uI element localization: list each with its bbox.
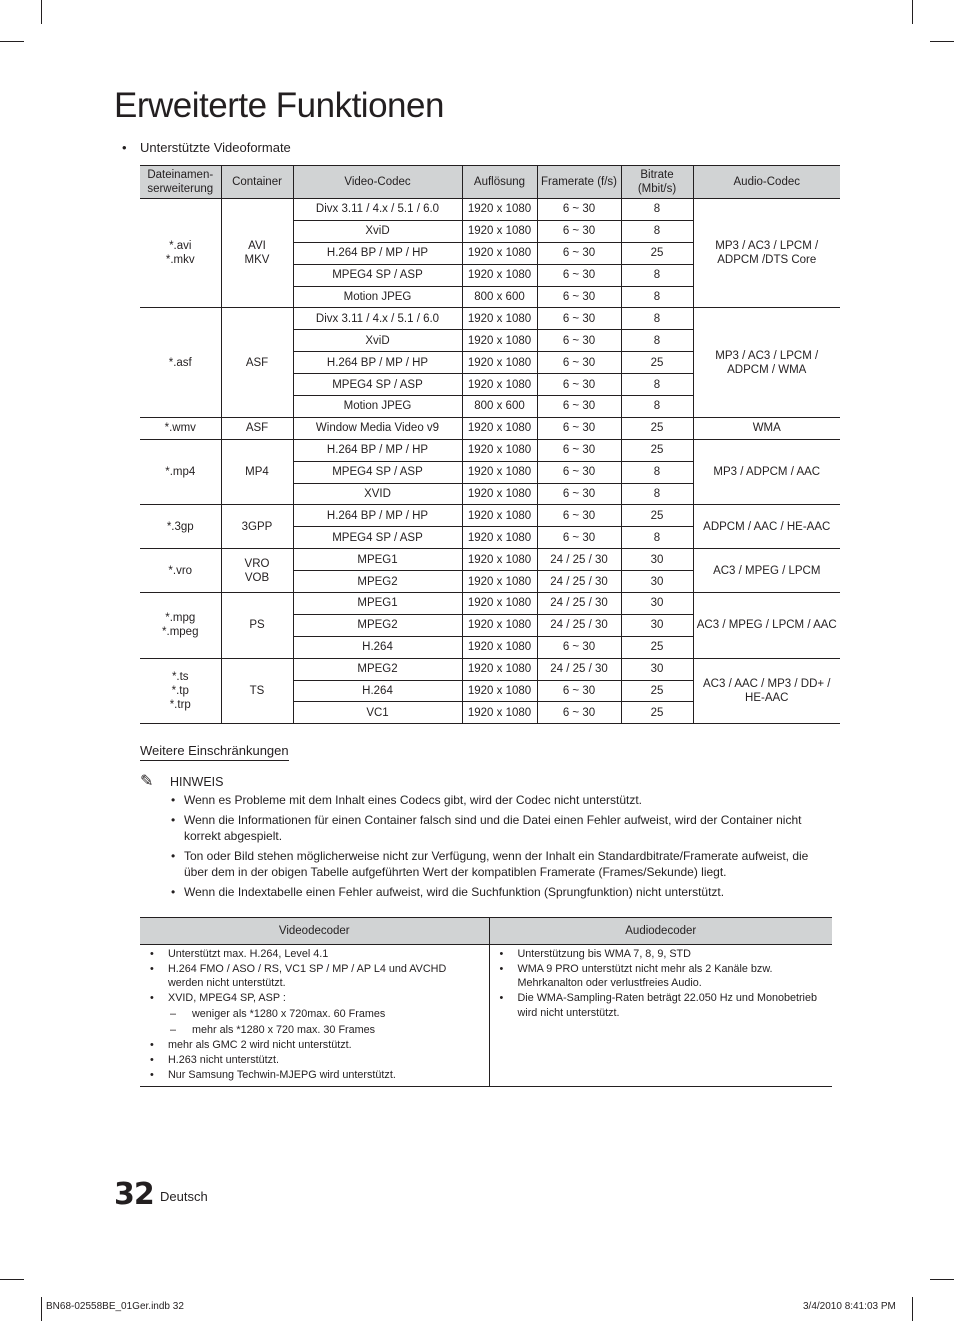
- video-codec-cell: H.264 BP / MP / HP: [293, 505, 462, 527]
- video-codec-cell: Motion JPEG: [293, 286, 462, 308]
- decoder-text: Nur Samsung Techwin-MJEPG wird unterstützt.: [168, 1068, 396, 1081]
- note-text: Wenn die Indextabelle einen Fehler aufweist, wird die Suchfunktion (Sprungfunktion) nicht unterstützt.: [184, 885, 725, 899]
- list-item: [140, 848, 830, 880]
- video-codec-cell: MPEG2: [293, 571, 462, 593]
- resolution-cell: 1920 x 1080: [462, 571, 537, 593]
- resolution-cell: 1920 x 1080: [462, 593, 537, 615]
- bitrate-cell: 25: [621, 636, 693, 658]
- note-text: Ton oder Bild stehen möglicherweise nicht zur Verfügung, wenn der Inhalt ein Standardbitrate/Framerate aufweist, die über dem in der obigen Tabelle aufgeführten Wert der kompatiblen Framerate (Frames/Sekunde) liegt.: [184, 849, 809, 879]
- resolution-cell: 1920 x 1080: [462, 220, 537, 242]
- resolution-cell: 1920 x 1080: [462, 636, 537, 658]
- audio-decoder-cell: [489, 945, 832, 1087]
- framerate-cell: 24 / 25 / 30: [537, 549, 621, 571]
- note-title-text: HINWEIS: [170, 775, 224, 789]
- audio-codec-cell: AC3 / AAC / MP3 / DD+ / HE-AAC: [693, 658, 840, 724]
- resolution-cell: 1920 x 1080: [462, 439, 537, 461]
- list-item: [498, 962, 829, 991]
- bullet: •: [171, 849, 176, 863]
- resolution-cell: 1920 x 1080: [462, 352, 537, 374]
- video-codec-cell: H.264: [293, 636, 462, 658]
- decoder-text: mehr als *1280 x 720 max. 30 Frames: [192, 1023, 376, 1036]
- pencil-icon: ✎: [140, 773, 154, 790]
- bitrate-cell: 8: [621, 199, 693, 221]
- bitrate-cell: 8: [621, 396, 693, 418]
- crop-mark: [930, 41, 954, 42]
- bitrate-cell: 30: [621, 593, 693, 615]
- list-item: [498, 991, 829, 1020]
- extension-cell: *.asf: [140, 308, 221, 417]
- video-decoder-list: [148, 947, 485, 1082]
- bullet: •: [150, 1068, 154, 1081]
- video-codec-cell: MPEG1: [293, 593, 462, 615]
- table-body: [140, 199, 840, 724]
- note-block: [140, 772, 830, 904]
- list-item: [148, 1053, 485, 1068]
- bitrate-cell: 25: [621, 352, 693, 374]
- video-codec-cell: MPEG4 SP / ASP: [293, 461, 462, 483]
- decoder-text: Die WMA-Sampling-Raten beträgt 22.050 Hz und Monobetrieb wird nicht unterstützt.: [517, 992, 817, 1019]
- decoder-text: Unterstützung bis WMA 7, 8, 9, STD: [517, 948, 691, 960]
- video-codec-cell: H.264 BP / MP / HP: [293, 439, 462, 461]
- video-codec-cell: H.264: [293, 680, 462, 702]
- resolution-cell: 1920 x 1080: [462, 461, 537, 483]
- table-header-row: [140, 166, 840, 199]
- audio-codec-header: Audio-Codec: [693, 166, 840, 199]
- framerate-cell: 6 ~ 30: [537, 439, 621, 461]
- container-cell: 3GPP: [221, 505, 293, 549]
- bitrate-cell: 30: [621, 658, 693, 680]
- audio-codec-cell: MP3 / ADPCM / AAC: [693, 439, 840, 505]
- video-decoder-cell: [140, 945, 489, 1087]
- bullet: •: [171, 793, 176, 807]
- audio-codec-cell: AC3 / MPEG / LPCM / AAC: [693, 593, 840, 659]
- resolution-cell: 1920 x 1080: [462, 549, 537, 571]
- container-cell: VRO VOB: [221, 549, 293, 593]
- video-codec-header: Video-Codec: [293, 166, 462, 199]
- list-item: [148, 962, 485, 991]
- framerate-header: Framerate (f/s): [537, 166, 621, 199]
- crop-mark: [912, 0, 913, 24]
- resolution-cell: 1920 x 1080: [462, 680, 537, 702]
- framerate-cell: 24 / 25 / 30: [537, 614, 621, 636]
- extension-cell: *.vro: [140, 549, 221, 593]
- footer-file-info: BN68-02558BE_01Ger.indb 32: [46, 1301, 184, 1312]
- container-cell: MP4: [221, 439, 293, 505]
- resolution-cell: 1920 x 1080: [462, 417, 537, 439]
- resolution-cell: 800 x 600: [462, 286, 537, 308]
- table-row: [140, 439, 840, 461]
- audio-codec-cell: AC3 / MPEG / LPCM: [693, 549, 840, 593]
- resolution-cell: 1920 x 1080: [462, 614, 537, 636]
- video-codec-cell: MPEG2: [293, 614, 462, 636]
- extension-cell: *.wmv: [140, 417, 221, 439]
- list-item: [148, 1007, 485, 1022]
- note-list: [140, 792, 830, 900]
- bitrate-cell: 25: [621, 417, 693, 439]
- page-title: Erweiterte Funktionen: [114, 86, 444, 125]
- framerate-cell: 6 ~ 30: [537, 636, 621, 658]
- list-item: [140, 884, 830, 900]
- bullet: •: [122, 140, 127, 155]
- video-codec-cell: MPEG2: [293, 658, 462, 680]
- bullet: •: [171, 885, 176, 899]
- bitrate-cell: 8: [621, 220, 693, 242]
- resolution-cell: 1920 x 1080: [462, 658, 537, 680]
- bullet: •: [150, 948, 154, 960]
- extension-cell: *.avi *.mkv: [140, 199, 221, 308]
- list-item: [148, 991, 485, 1006]
- container-cell: PS: [221, 593, 293, 659]
- bullet: •: [150, 1053, 154, 1066]
- framerate-cell: 6 ~ 30: [537, 461, 621, 483]
- crop-mark: [0, 41, 24, 42]
- section-label: [122, 140, 291, 155]
- framerate-cell: 6 ~ 30: [537, 527, 621, 549]
- bitrate-cell: 25: [621, 505, 693, 527]
- list-item: [140, 812, 830, 844]
- bitrate-cell: 8: [621, 527, 693, 549]
- bitrate-header: Bitrate (Mbit/s): [621, 166, 693, 199]
- video-codec-cell: MPEG4 SP / ASP: [293, 527, 462, 549]
- decoder-text: mehr als GMC 2 wird nicht unterstützt.: [168, 1039, 352, 1052]
- video-codec-cell: XviD: [293, 220, 462, 242]
- crop-mark: [0, 1279, 24, 1280]
- resolution-cell: 1920 x 1080: [462, 702, 537, 724]
- video-codec-cell: MPEG4 SP / ASP: [293, 264, 462, 286]
- table-row: [140, 945, 832, 1087]
- video-codec-cell: XVID: [293, 483, 462, 505]
- bitrate-cell: 8: [621, 308, 693, 330]
- container-header: Container: [221, 166, 293, 199]
- container-cell: AVI MKV: [221, 199, 293, 308]
- note-text: Wenn die Informationen für einen Container falsch sind und die Datei einen Fehler aufweist, wird der Container nicht korrekt abgespielt.: [184, 813, 802, 843]
- resolution-cell: 1920 x 1080: [462, 527, 537, 549]
- table-row: [140, 549, 840, 571]
- decoder-text: H.264 FMO / ASO / RS, VC1 SP / MP / AP L4 und AVCHD werden nicht unterstützt.: [168, 962, 447, 990]
- bitrate-cell: 8: [621, 264, 693, 286]
- decoder-text: H.263 nicht unterstützt.: [168, 1053, 280, 1066]
- video-codec-cell: Motion JPEG: [293, 396, 462, 418]
- table-row: [140, 505, 840, 527]
- video-codec-cell: Window Media Video v9: [293, 417, 462, 439]
- audio-decoder-list: [498, 947, 829, 1021]
- framerate-cell: 6 ~ 30: [537, 308, 621, 330]
- resolution-cell: 1920 x 1080: [462, 483, 537, 505]
- resolution-cell: 1920 x 1080: [462, 505, 537, 527]
- audio-codec-cell: MP3 / AC3 / LPCM / ADPCM / WMA: [693, 308, 840, 417]
- audio-codec-cell: MP3 / AC3 / LPCM / ADPCM /DTS Core: [693, 199, 840, 308]
- crop-mark: [912, 1297, 913, 1321]
- decoder-text: WMA 9 PRO unterstützt nicht mehr als 2 Kanäle bzw. Mehrkanalton oder verlustfreies Audio.: [517, 962, 773, 990]
- video-codec-cell: VC1: [293, 702, 462, 724]
- bullet: •: [150, 1039, 154, 1052]
- resolution-cell: 1920 x 1080: [462, 308, 537, 330]
- audio-codec-cell: ADPCM / AAC / HE-AAC: [693, 505, 840, 549]
- extension-cell: *.ts *.tp *.trp: [140, 658, 221, 724]
- video-codec-cell: MPEG4 SP / ASP: [293, 374, 462, 396]
- bitrate-cell: 8: [621, 330, 693, 352]
- video-format-table: [140, 165, 840, 724]
- resolution-cell: 1920 x 1080: [462, 199, 537, 221]
- bullet: •: [499, 992, 504, 1005]
- framerate-cell: 24 / 25 / 30: [537, 571, 621, 593]
- note-text: Wenn es Probleme mit dem Inhalt eines Codecs gibt, wird der Codec nicht unterstützt.: [184, 793, 642, 807]
- container-cell: ASF: [221, 417, 293, 439]
- bullet: •: [499, 962, 504, 975]
- audio-codec-cell: WMA: [693, 417, 840, 439]
- extension-cell: *.mp4: [140, 439, 221, 505]
- bitrate-cell: 30: [621, 571, 693, 593]
- dash: –: [170, 1023, 177, 1036]
- restrictions-heading: Weitere Einschränkungen: [140, 743, 289, 761]
- resolution-cell: 1920 x 1080: [462, 330, 537, 352]
- framerate-cell: 6 ~ 30: [537, 220, 621, 242]
- page-number: 32: [114, 1177, 154, 1212]
- framerate-cell: 6 ~ 30: [537, 505, 621, 527]
- framerate-cell: 6 ~ 30: [537, 374, 621, 396]
- container-cell: ASF: [221, 308, 293, 417]
- bitrate-cell: 30: [621, 549, 693, 571]
- resolution-cell: 1920 x 1080: [462, 374, 537, 396]
- framerate-cell: 6 ~ 30: [537, 396, 621, 418]
- framerate-cell: 6 ~ 30: [537, 680, 621, 702]
- bullet: •: [499, 948, 504, 960]
- bitrate-cell: 30: [621, 614, 693, 636]
- bullet: •: [150, 992, 154, 1005]
- resolution-cell: 1920 x 1080: [462, 264, 537, 286]
- framerate-cell: 6 ~ 30: [537, 352, 621, 374]
- video-decoder-header: Videodecoder: [140, 918, 489, 945]
- audio-decoder-header: Audiodecoder: [489, 918, 832, 945]
- list-item: [140, 792, 830, 808]
- bitrate-cell: 25: [621, 680, 693, 702]
- page-language: Deutsch: [160, 1189, 208, 1204]
- list-item: [148, 1038, 485, 1053]
- framerate-cell: 24 / 25 / 30: [537, 593, 621, 615]
- list-item: [498, 947, 829, 962]
- resolution-header: Auflösung: [462, 166, 537, 199]
- decoder-text: weniger als *1280 x 720max. 60 Frames: [192, 1007, 386, 1020]
- resolution-cell: 800 x 600: [462, 396, 537, 418]
- framerate-cell: 6 ~ 30: [537, 264, 621, 286]
- video-codec-cell: Divx 3.11 / 4.x / 5.1 / 6.0: [293, 308, 462, 330]
- bitrate-cell: 8: [621, 286, 693, 308]
- extension-cell: *.3gp: [140, 505, 221, 549]
- container-cell: TS: [221, 658, 293, 724]
- video-codec-cell: XviD: [293, 330, 462, 352]
- framerate-cell: 6 ~ 30: [537, 330, 621, 352]
- table-row: [140, 308, 840, 330]
- bitrate-cell: 8: [621, 374, 693, 396]
- table-row: [140, 593, 840, 615]
- extension-cell: *.mpg *.mpeg: [140, 593, 221, 659]
- bullet: •: [150, 962, 154, 975]
- framerate-cell: 6 ~ 30: [537, 286, 621, 308]
- table-row: [140, 199, 840, 221]
- list-item: [148, 947, 485, 962]
- bitrate-cell: 25: [621, 242, 693, 264]
- ext-header: Dateinamen-serweiterung: [140, 166, 221, 199]
- crop-mark: [41, 0, 42, 24]
- bitrate-cell: 25: [621, 702, 693, 724]
- bullet: •: [171, 813, 176, 827]
- bitrate-cell: 8: [621, 483, 693, 505]
- video-codec-cell: Divx 3.11 / 4.x / 5.1 / 6.0: [293, 199, 462, 221]
- table-row: [140, 417, 840, 439]
- footer-timestamp: 3/4/2010 8:41:03 PM: [803, 1301, 896, 1312]
- framerate-cell: 6 ~ 30: [537, 199, 621, 221]
- crop-mark: [930, 1279, 954, 1280]
- video-codec-cell: H.264 BP / MP / HP: [293, 242, 462, 264]
- list-item: [148, 1068, 485, 1083]
- bitrate-cell: 8: [621, 461, 693, 483]
- video-codec-cell: H.264 BP / MP / HP: [293, 352, 462, 374]
- note-title: [140, 772, 830, 792]
- decoder-text: XVID, MPEG4 SP, ASP :: [168, 992, 286, 1005]
- framerate-cell: 6 ~ 30: [537, 483, 621, 505]
- crop-mark: [41, 1297, 42, 1321]
- framerate-cell: 24 / 25 / 30: [537, 658, 621, 680]
- framerate-cell: 6 ~ 30: [537, 702, 621, 724]
- bitrate-cell: 25: [621, 439, 693, 461]
- table-header-row: [140, 918, 832, 945]
- dash: –: [170, 1007, 177, 1020]
- list-item: [148, 1023, 485, 1038]
- decoder-table: [140, 917, 832, 1087]
- framerate-cell: 6 ~ 30: [537, 417, 621, 439]
- video-codec-cell: MPEG1: [293, 549, 462, 571]
- section-label-text: Unterstützte Videoformate: [140, 140, 291, 155]
- resolution-cell: 1920 x 1080: [462, 242, 537, 264]
- table-row: [140, 658, 840, 680]
- framerate-cell: 6 ~ 30: [537, 242, 621, 264]
- decoder-text: Unterstützt max. H.264, Level 4.1: [168, 948, 329, 960]
